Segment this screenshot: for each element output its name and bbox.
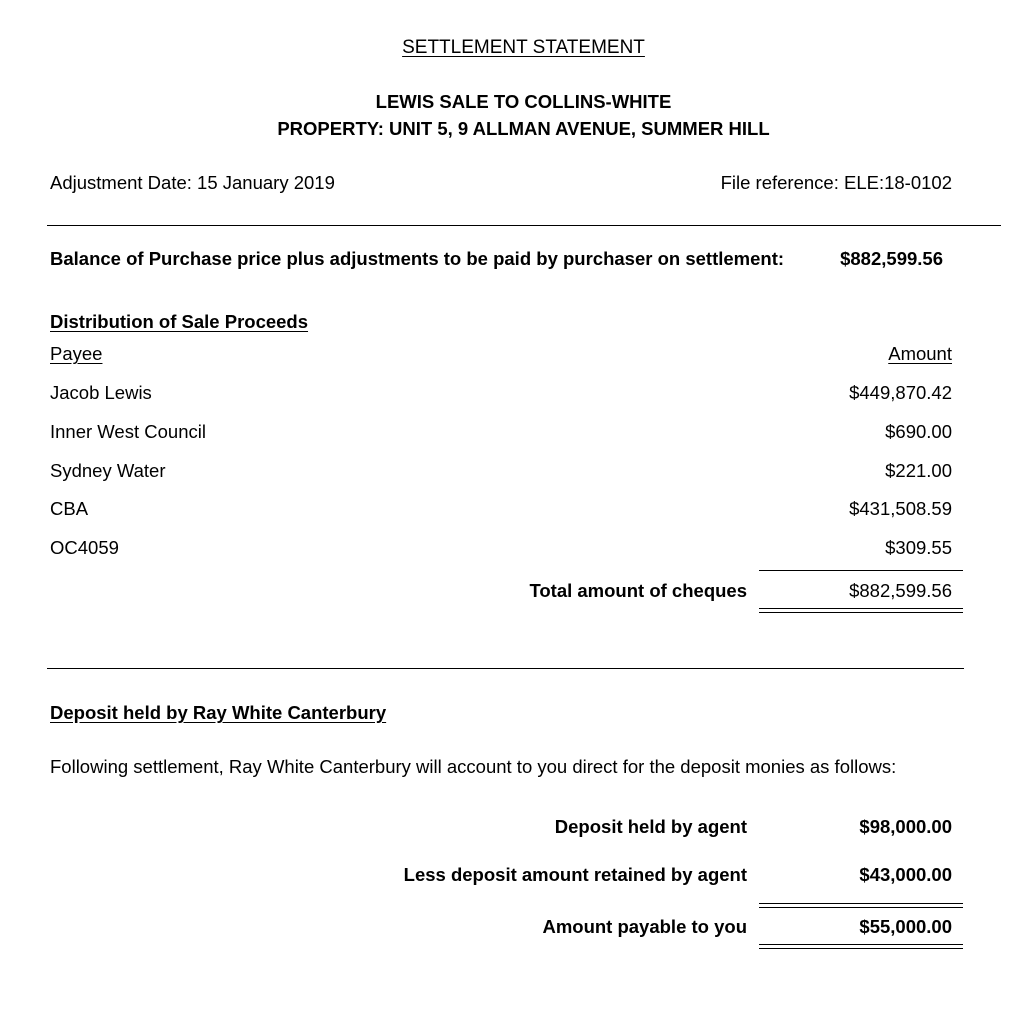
deposit-retained-amount: $43,000.00 (859, 864, 952, 885)
payee-name: Sydney Water (50, 460, 166, 481)
amount-payable-label: Amount payable to you (542, 916, 747, 937)
payee-amount: $449,870.42 (849, 382, 952, 403)
payee-column-header: Payee (50, 343, 103, 364)
payee-amount: $221.00 (885, 460, 952, 481)
deposit-text: Following settlement, Ray White Canterbury will account to you direct for the deposit monies as follows: (50, 756, 897, 777)
document-title: SETTLEMENT STATEMENT (402, 37, 645, 58)
deposit-retained-label: Less deposit amount retained by agent (403, 864, 747, 885)
payable-bottom-double-rule (759, 944, 963, 949)
payee-amount: $690.00 (885, 421, 952, 442)
divider-middle (47, 668, 964, 669)
parties-heading: LEWIS SALE TO COLLINS-WHITE (375, 91, 672, 112)
payee-name: OC4059 (50, 537, 119, 558)
distribution-heading: Distribution of Sale Proceeds (50, 311, 309, 332)
payee-name: Jacob Lewis (50, 382, 152, 403)
payable-top-double-rule (759, 903, 963, 908)
payee-amount: $309.55 (885, 537, 952, 558)
property-heading: PROPERTY: UNIT 5, 9 ALLMAN AVENUE, SUMMER HILL (277, 118, 770, 139)
payee-name: Inner West Council (50, 421, 206, 442)
balance-amount: $882,599.56 (840, 248, 943, 269)
amount-column-header: Amount (888, 343, 952, 364)
deposit-heading: Deposit held by Ray White Canterbury (50, 702, 387, 723)
divider-top (47, 225, 1001, 226)
file-reference: File reference: ELE:18-0102 (720, 172, 952, 193)
deposit-held-amount: $98,000.00 (859, 816, 952, 837)
balance-label: Balance of Purchase price plus adjustments to be paid by purchaser on settlement: (50, 248, 785, 269)
total-amount: $882,599.56 (849, 580, 952, 601)
adjustment-date: Adjustment Date: 15 January 2019 (50, 172, 335, 193)
payee-amount: $431,508.59 (849, 498, 952, 519)
total-double-rule (759, 608, 963, 613)
deposit-held-label: Deposit held by agent (554, 816, 747, 837)
amount-payable-value: $55,000.00 (859, 916, 952, 937)
subtotal-rule (759, 570, 963, 571)
payee-name: CBA (50, 498, 89, 519)
total-label: Total amount of cheques (529, 580, 747, 601)
